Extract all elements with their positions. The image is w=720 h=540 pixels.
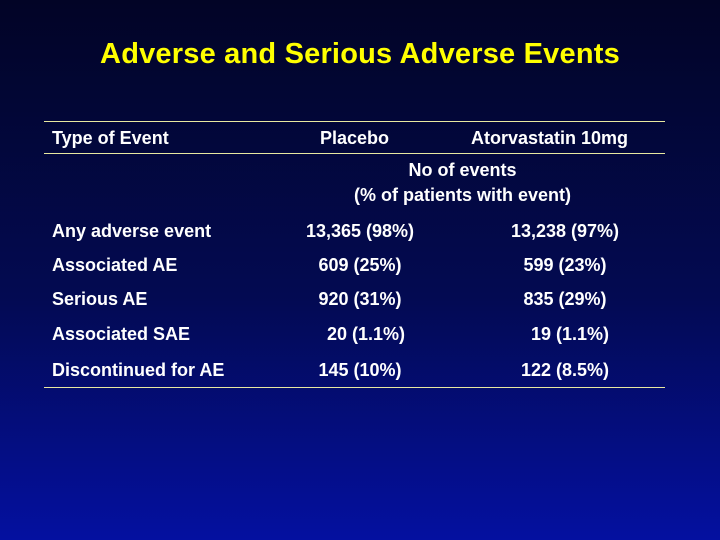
row-label: Any adverse event <box>52 221 212 241</box>
row-atorva-value: 19 (1.1%) <box>530 324 610 344</box>
subheader-no-of-events: No of events <box>408 160 517 180</box>
table-bottom-rule <box>44 387 665 388</box>
row-atorva-value: 599 (23%) <box>523 255 607 275</box>
row-placebo-value: 609 (25%) <box>318 255 402 275</box>
header-placebo: Placebo <box>320 128 390 148</box>
slide-title: Adverse and Serious Adverse Events <box>100 38 620 70</box>
table-top-rule <box>44 121 665 122</box>
row-label: Serious AE <box>52 289 148 309</box>
row-placebo-value: 920 (31%) <box>318 289 402 309</box>
header-type-of-event: Type of Event <box>52 128 169 148</box>
row-atorva-value: 835 (29%) <box>523 289 607 309</box>
subheader-percent-patients: (% of patients with event) <box>353 185 571 205</box>
row-atorva-value: 13,238 (97%) <box>510 221 620 241</box>
row-label: Discontinued for AE <box>52 360 225 380</box>
row-placebo-value: 20 (1.1%) <box>326 324 406 344</box>
row-label: Associated AE <box>52 255 178 275</box>
header-bottom-rule <box>44 153 665 154</box>
row-label: Associated SAE <box>52 324 191 344</box>
header-atorvastatin: Atorvastatin 10mg <box>471 128 629 148</box>
row-atorva-value: 122 (8.5%) <box>520 360 610 380</box>
row-placebo-value: 145 (10%) <box>318 360 402 380</box>
row-placebo-value: 13,365 (98%) <box>305 221 415 241</box>
